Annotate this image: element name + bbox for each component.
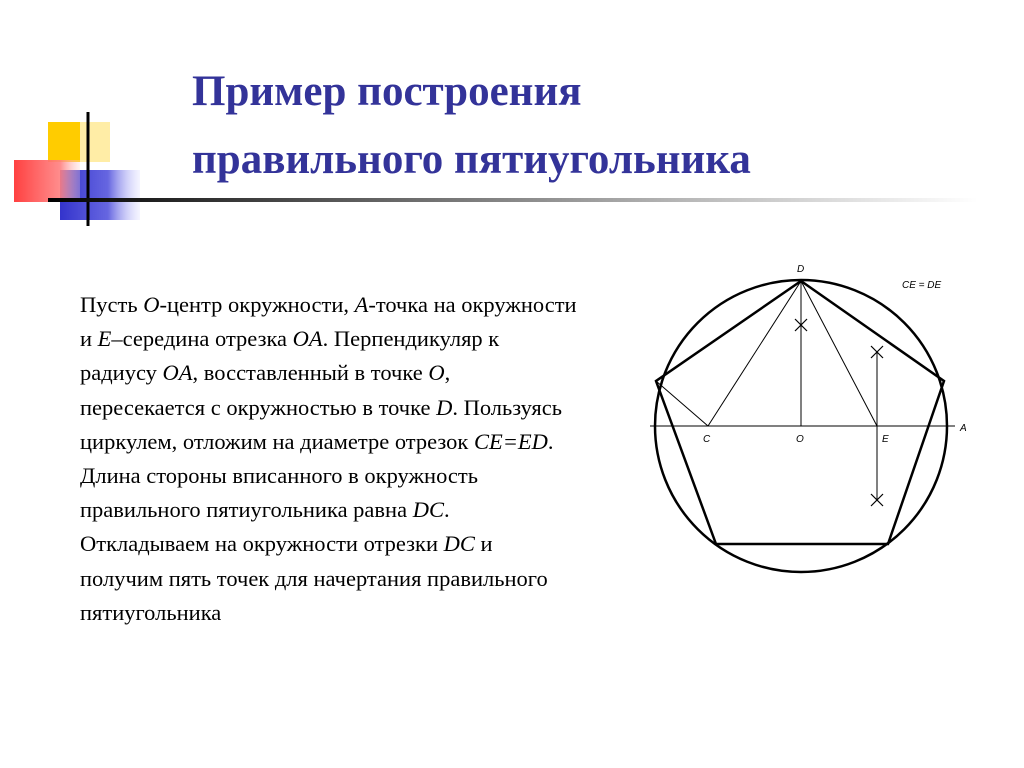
- text-run: и получим пять точек для начертания правильного пятиугольника: [80, 531, 548, 625]
- text-run: . Откладываем на окружности отрезки: [80, 497, 450, 557]
- text-run: . Перпендикуляр к радиусу: [80, 326, 500, 386]
- text-run: . Длина стороны вписанного в окружность правильного пятиугольника равна: [80, 428, 554, 523]
- math-symbol: E: [97, 326, 112, 352]
- red-square: [14, 160, 80, 202]
- label-a: A: [960, 423, 967, 434]
- math-symbol: A: [354, 292, 369, 317]
- text-run: -центр окружности,: [159, 292, 355, 317]
- math-symbol: DC: [443, 531, 475, 557]
- math-symbol: OA: [162, 360, 193, 386]
- text-run: , пересекается с окружностью в точке: [80, 360, 451, 420]
- text-run: -точка на окружности и: [80, 292, 577, 352]
- corner-decoration: [0, 0, 200, 240]
- math-symbol: O: [428, 360, 445, 386]
- segment-de: [801, 281, 877, 426]
- text-run: . Пользуясь циркулем, отложим на диаметре отрезок: [80, 394, 562, 454]
- text-run: –середина отрезка: [111, 326, 293, 352]
- title-underline: [48, 198, 978, 202]
- title-line-1: Пример построения: [192, 68, 582, 115]
- label-e: E: [882, 434, 889, 445]
- math-symbol: O: [143, 292, 160, 317]
- label-d: D: [797, 264, 805, 275]
- math-symbol: OA: [292, 326, 323, 352]
- yellow-square-soft: [80, 122, 110, 162]
- pentagon-construction-diagram: [640, 255, 980, 585]
- equation-label: CE = DE: [902, 280, 942, 291]
- yellow-square: [48, 122, 80, 162]
- slide-title: [192, 58, 992, 194]
- title-line-2: правильного пятиугольника: [192, 136, 751, 183]
- math-symbol: CE=ED: [473, 428, 548, 454]
- text-run: Пусть: [80, 292, 144, 317]
- label-o: O: [796, 434, 804, 445]
- math-symbol: DC: [412, 497, 444, 523]
- description-paragraph: [80, 288, 580, 630]
- math-symbol: D: [436, 394, 453, 420]
- text-run: , восставленный в точке: [192, 360, 429, 386]
- label-c: C: [703, 434, 711, 445]
